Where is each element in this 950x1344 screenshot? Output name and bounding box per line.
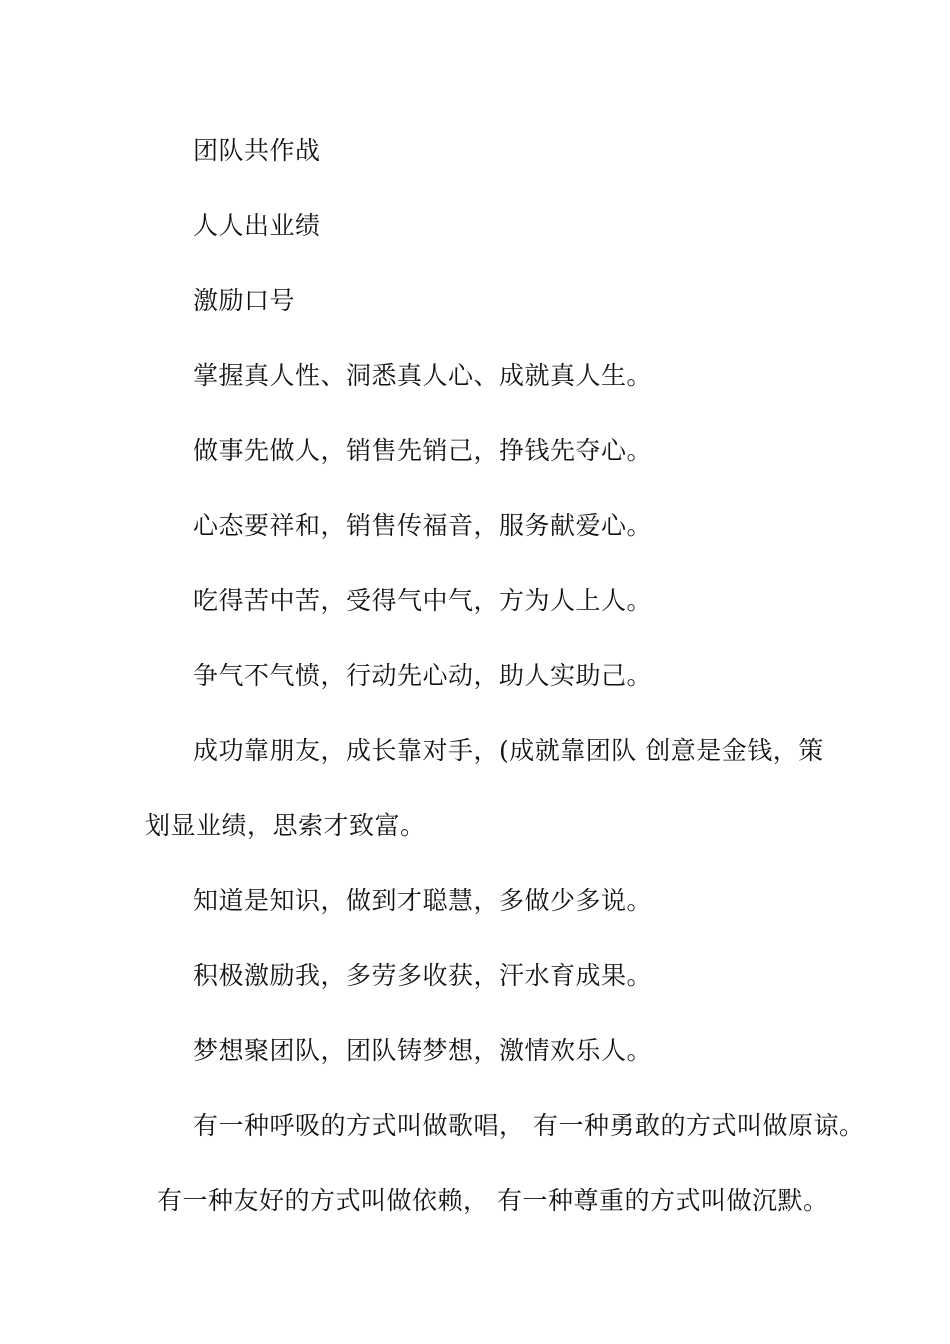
text-line-9: 成功靠朋友，成长靠对手，(成就靠团队 创意是金钱，策 [193, 736, 824, 765]
text-line-8: 争气不气愤，行动先心动，助人实助己。 [193, 661, 653, 690]
text-line-2: 人人出业绩 [193, 211, 321, 240]
text-line-10: 划显业绩，思索才致富。 [145, 811, 426, 840]
text-line-13: 梦想聚团队，团队铸梦想，激情欢乐人。 [193, 1036, 653, 1065]
text-line-6: 心态要祥和，销售传福音，服务献爱心。 [193, 511, 653, 540]
text-line-11: 知道是知识，做到才聪慧，多做少多说。 [193, 886, 653, 915]
text-line-12: 积极激励我，多劳多收获，汗水育成果。 [193, 961, 653, 990]
text-line-7: 吃得苦中苦，受得气中气，方为人上人。 [193, 586, 653, 615]
text-line-5: 做事先做人，销售先销己，挣钱先夺心。 [193, 436, 653, 465]
text-line-14: 有一种呼吸的方式叫做歌唱， 有一种勇敢的方式叫做原谅。 [193, 1111, 865, 1140]
text-line-4: 掌握真人性、洞悉真人心、成就真人生。 [193, 361, 653, 390]
text-line-1: 团队共作战 [193, 136, 321, 165]
text-line-3: 激励口号 [193, 286, 296, 315]
text-line-15: 有一种友好的方式叫做依赖， 有一种尊重的方式叫做沉默。 [157, 1186, 829, 1215]
